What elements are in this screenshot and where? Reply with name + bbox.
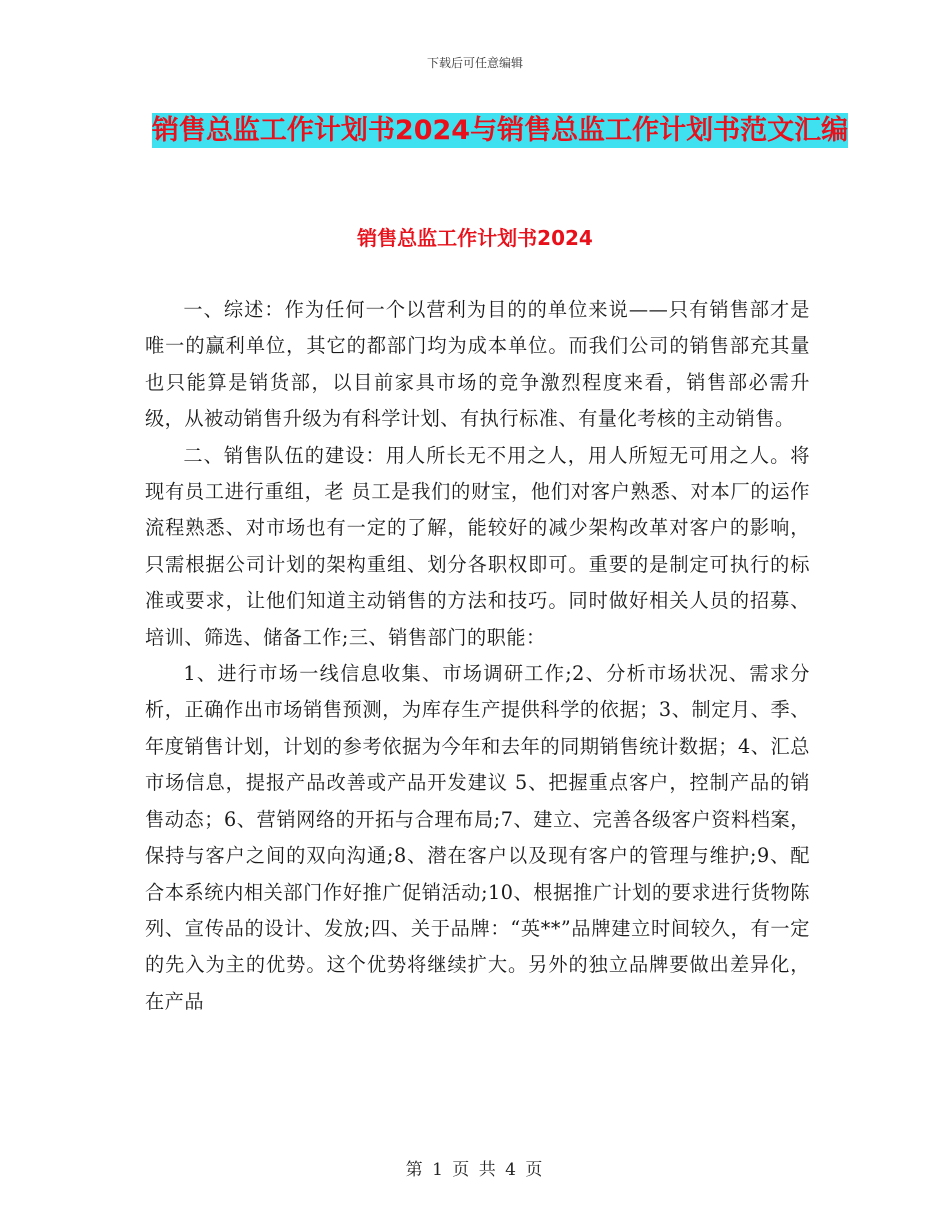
section-title: 销售总监工作计划书2024 (357, 226, 593, 250)
paragraph-team-building: 二、销售队伍的建设：用人所长无不用之人，用人所短无可用之人。将现有员工进行重组，老 员工是我们的财宝，他们对客户熟悉、对本厂的运作流程熟悉、对市场也有一定的了解，能较好的减少架构改革对客户的影响，只需根据公司计划的架构重组、划分各职权即可。重要的是制定可执行的标准或要求，让他们知道主动销售的方法和技巧。同时做好相关人员的招募、培训、筛选、储备工作;三、销售部门的职能： (145, 443, 810, 649)
document-body (145, 292, 810, 1020)
paragraph-overview: 一、综述：作为任何一个以营利为目的的单位来说——只有销售部才是唯一的赢利单位，其它的都部门均为成本单位。而我们公司的销售部充其量也只能算是销货部，以目前家具市场的竞争激烈程度来看，销售部必需升级，从被动销售升级为有科学计划、有执行标准、有量化考核的主动销售。 (145, 298, 810, 431)
page-footer-number: 第 1 页 共 4 页 (405, 1160, 545, 1180)
page-header-note: 下载后可任意编辑 (426, 56, 523, 70)
document-title (120, 108, 880, 154)
paragraph-duties-list: 1、进行市场一线信息收集、市场调研工作;2、分析市场状况、需求分析，正确作出市场销售预测，为库存生产提供科学的依据；3、制定月、季、年度销售计划，计划的参考依据为今年和去年的同期销售统计数据；4、汇总市场信息，提报产品改善或产品开发建议 5、把握重点客户，控制产品的销售动态；6、营销网络的开拓与合理布局;7、建立、完善各级客户资料档案，保持与客户之间的双向沟通;8、潜在客户以及现有客户的管理与维护;9、配合本系统内相关部门作好推广促销活动;10、根据推广计划的要求进行货物陈列、宣传品的设计、发放;四、关于品牌：“英**”品牌建立时间较久，有一定的先入为主的优势。这个优势将继续扩大。另外的独立品牌要做出差异化，在产品 (145, 662, 810, 1013)
document-title-text: 销售总监工作计划书2024与销售总监工作计划书范文汇编 (151, 115, 849, 146)
